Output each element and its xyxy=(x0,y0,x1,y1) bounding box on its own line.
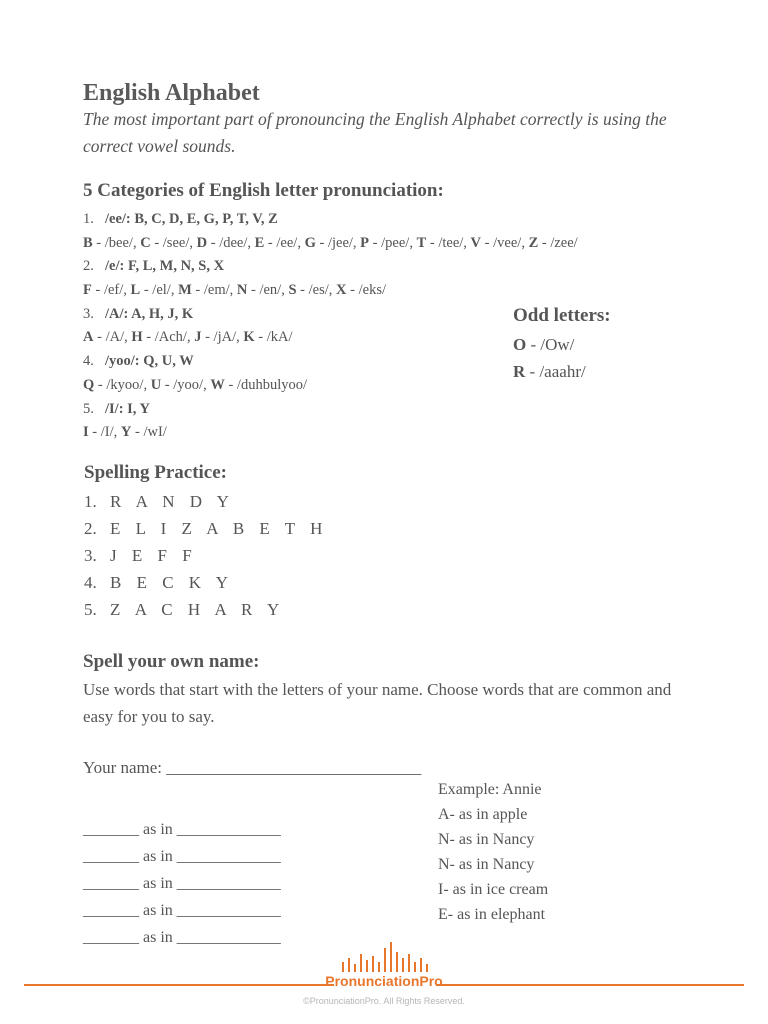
list-item: 5. Z A C H A R Y xyxy=(84,600,285,619)
as-in-line[interactable]: _______ as in _____________ xyxy=(83,821,281,838)
list-item: 3. J E F F xyxy=(84,546,198,565)
example-box xyxy=(438,777,548,927)
page-subtitle: The most important part of pronouncing the English Alphabet correctly is using the correct vowel sounds. xyxy=(83,109,667,156)
example-item: N- as in Nancy xyxy=(438,831,535,848)
logo-soundwave-icon xyxy=(342,942,430,972)
category-letter-sounds: I - /I/, Y - /wI/ xyxy=(83,424,167,441)
example-item: E- as in elephant xyxy=(438,906,546,923)
odd-letter-item: O - /Ow/ xyxy=(513,335,575,354)
as-in-line[interactable]: _______ as in _____________ xyxy=(83,902,281,919)
list-item: 2. E L I Z A B E T H xyxy=(84,519,328,538)
example-heading: Example: Annie xyxy=(438,781,542,798)
list-item: 1. R A N D Y xyxy=(84,492,235,511)
as-in-line[interactable]: _______ as in _____________ xyxy=(83,848,281,865)
example-item: N- as in Nancy xyxy=(438,856,535,873)
example-item: I- as in ice cream xyxy=(438,881,549,898)
odd-letters xyxy=(513,305,611,385)
your-name-field[interactable]: Your name: ______________________________ xyxy=(83,758,422,777)
own-name-instructions: Use words that start with the letters of your name. Choose words that are common and easy for you to say. xyxy=(83,680,672,726)
spelling-practice-heading: Spelling Practice: xyxy=(84,462,227,483)
category-letter-sounds: Q - /kyoo/, U - /yoo/, W - /duhbulyoo/ xyxy=(83,376,308,393)
own-name-heading: Spell your own name: xyxy=(83,651,260,672)
as-in-line[interactable]: _______ as in _____________ xyxy=(83,875,281,892)
as-in-line[interactable]: _______ as in _____________ xyxy=(83,929,281,946)
category-heading: 5. /I/: I, Y xyxy=(83,400,150,417)
page-title: English Alphabet xyxy=(83,80,260,106)
categories-list xyxy=(83,208,578,445)
odd-letter-item: R - /aaahr/ xyxy=(513,362,586,381)
category-heading: 4. /yoo/: Q, U, W xyxy=(83,353,194,370)
category-heading: 1. /ee/: B, C, D, E, G, P, T, V, Z xyxy=(83,211,278,227)
odd-letters-heading: Odd letters: xyxy=(513,305,611,326)
spelling-practice-list xyxy=(84,488,328,623)
category-heading: 2. /e/: F, L, M, N, S, X xyxy=(83,258,225,275)
category-letter-sounds: B - /bee/, C - /see/, D - /dee/, E - /ee/, G - /jee/, P - /pee/, T - /tee/, V - /vee/, Z - /zee/ xyxy=(83,234,578,251)
brand-logo-text: PronunciationPro xyxy=(325,973,443,989)
list-item: 4. B E C K Y xyxy=(84,573,234,592)
copyright-notice: ©PronunciationPro. All Rights Reserved. xyxy=(303,996,465,1006)
category-letter-sounds: F - /ef/, L - /el/, M - /em/, N - /en/, S - /es/, X - /eks/ xyxy=(83,282,386,299)
category-letter-sounds: A - /A/, H - /Ach/, J - /jA/, K - /kA/ xyxy=(83,329,293,346)
as-in-blanks xyxy=(83,816,281,951)
categories-heading: 5 Categories of English letter pronunciation: xyxy=(83,180,444,201)
category-heading: 3. /A/: A, H, J, K xyxy=(83,305,194,322)
example-item: A- as in apple xyxy=(438,806,528,823)
